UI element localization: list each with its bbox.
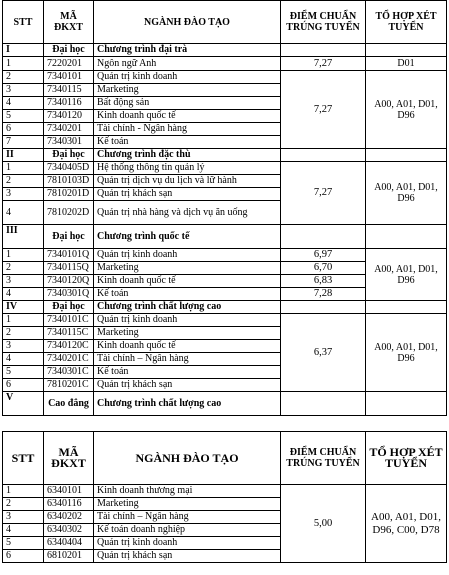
row-ma: 7340101Q [44,249,94,262]
row-tohop: D01 [366,57,447,71]
row-ma: 7340301Q [44,288,94,301]
section-program: Chương trình đại trà [94,44,281,57]
row-ma: 6340202 [44,511,94,524]
header-ma: MÃ ĐKXT [44,432,94,485]
row-stt: 6 [3,379,44,392]
row-nganh: Hệ thống thông tin quản lý [94,162,281,175]
header-ma: MÃ ĐKXT [44,1,94,44]
row-ma: 7340301 [44,136,94,149]
admission-table-university [2,0,447,416]
row-ma: 7340405D [44,162,94,175]
row-ma: 7340120Q [44,275,94,288]
table-row [3,249,447,262]
row-ma: 7810201C [44,379,94,392]
row-stt: 4 [3,353,44,366]
row-ma: 7340115 [44,84,94,97]
row-ma: 6340404 [44,537,94,550]
row-stt: 3 [3,340,44,353]
row-diem: 7,28 [281,288,366,301]
row-nganh: Kinh doanh thương mại [94,485,281,498]
row-stt: 4 [3,524,44,537]
section-level: Đại học [44,149,94,162]
table-row [3,57,447,71]
row-diem: 7,27 [281,57,366,71]
table-row [3,485,447,498]
row-diem: 6,97 [281,249,366,262]
section-row-III [3,225,447,249]
row-ma: 7340120C [44,340,94,353]
table-header-row [3,1,447,44]
row-nganh: Kế toán [94,136,281,149]
row-stt: 2 [3,175,44,188]
row-nganh: Kinh doanh quốc tế [94,340,281,353]
group-diem: 6,37 [281,314,366,392]
row-nganh: Quản trị khách sạn [94,550,281,563]
row-stt: 4 [3,288,44,301]
row-nganh: Quản trị kinh doanh [94,71,281,84]
table-row [3,71,447,84]
section-program: Chương trình đặc thù [94,149,281,162]
row-nganh: Bất động sản [94,97,281,110]
admission-table-college [2,431,447,563]
row-stt: 6 [3,550,44,563]
row-nganh: Marketing [94,327,281,340]
row-nganh: Kinh doanh quốc tế [94,110,281,123]
section-roman: IV [3,301,44,314]
section-program: Chương trình quốc tế [94,225,281,249]
row-stt: 2 [3,71,44,84]
header-nganh: NGÀNH ĐÀO TẠO [94,432,281,485]
row-diem: 6,70 [281,262,366,275]
row-nganh: Tài chính – Ngân hàng [94,353,281,366]
group-diem: 7,27 [281,71,366,149]
row-stt: 4 [3,201,44,225]
row-stt: 2 [3,498,44,511]
section-roman: II [3,149,44,162]
header-diem: ĐIỂM CHUẨN TRÚNG TUYỂN [281,432,366,485]
row-stt: 2 [3,262,44,275]
section-row-IV [3,301,447,314]
row-nganh: Kế toán doanh nghiệp [94,524,281,537]
header-stt: STT [3,432,44,485]
section-row-II [3,149,447,162]
row-nganh: Quản trị kinh doanh [94,314,281,327]
header-diem: ĐIỂM CHUẨN TRÚNG TUYỂN [281,1,366,44]
row-stt: 1 [3,162,44,175]
row-stt: 5 [3,366,44,379]
row-ma: 6340302 [44,524,94,537]
section-level: Đại học [44,225,94,249]
row-nganh: Tài chính - Ngân hàng [94,123,281,136]
section-row-I [3,44,447,57]
row-stt: 2 [3,327,44,340]
row-nganh: Quản trị kinh doanh [94,537,281,550]
row-stt: 1 [3,249,44,262]
row-ma: 7810103D [44,175,94,188]
section-level: Đại học [44,44,94,57]
row-ma: 7340120 [44,110,94,123]
table-header-row [3,432,447,485]
section-row-V [3,392,447,416]
row-ma: 7220201 [44,57,94,71]
group-tohop: A00, A01, D01, D96 [366,71,447,149]
row-stt: 3 [3,84,44,97]
row-ma: 6340101 [44,485,94,498]
row-stt: 3 [3,511,44,524]
row-ma: 7340201 [44,123,94,136]
row-ma: 7340301C [44,366,94,379]
group-tohop: A00, A01, D01, D96 [366,314,447,392]
group-tohop: A00, A01, D01, D96 [366,162,447,225]
row-stt: 4 [3,97,44,110]
row-stt: 3 [3,275,44,288]
row-ma: 7340201C [44,353,94,366]
header-nganh: NGÀNH ĐÀO TẠO [94,1,281,44]
group-diem: 5,00 [281,485,366,563]
table-row [3,162,447,175]
row-stt: 6 [3,123,44,136]
row-nganh: Quản trị nhà hàng và dịch vụ ăn uống [94,201,281,225]
row-stt: 3 [3,188,44,201]
row-nganh: Marketing [94,84,281,97]
table-row [3,314,447,327]
header-stt: STT [3,1,44,44]
row-ma: 6810201 [44,550,94,563]
row-ma: 7340115Q [44,262,94,275]
row-ma: 7810202D [44,201,94,225]
group-tohop: A00, A01, D01, D96 [366,249,447,301]
row-nganh: Quản trị khách sạn [94,379,281,392]
row-stt: 1 [3,314,44,327]
row-nganh: Quản trị kinh doanh [94,249,281,262]
row-ma: 7340115C [44,327,94,340]
row-nganh: Ngôn ngữ Anh [94,57,281,71]
row-nganh: Tài chính – Ngân hàng [94,511,281,524]
section-level: Đại học [44,301,94,314]
row-nganh: Kinh doanh quốc tế [94,275,281,288]
group-tohop: A00, A01, D01, D96, C00, D78 [366,485,447,563]
section-program: Chương trình chất lượng cao [94,392,281,416]
row-nganh: Marketing [94,498,281,511]
section-roman: I [3,44,44,57]
row-nganh: Quản trị dịch vụ du lịch và lữ hành [94,175,281,188]
section-level: Cao đẳng [44,392,94,416]
row-nganh: Marketing [94,262,281,275]
row-stt: 5 [3,537,44,550]
group-diem: 7,27 [281,162,366,225]
row-nganh: Kế toán [94,288,281,301]
row-stt: 1 [3,485,44,498]
row-nganh: Quản trị khách sạn [94,188,281,201]
section-roman: V [3,392,44,416]
header-tohop: TỔ HỢP XÉT TUYỂN [366,432,447,485]
section-roman: III [3,225,44,249]
header-tohop: TỔ HỢP XÉT TUYỂN [366,1,447,44]
row-diem: 6,83 [281,275,366,288]
row-ma: 7340116 [44,97,94,110]
row-ma: 7340101C [44,314,94,327]
row-ma: 7810201D [44,188,94,201]
row-stt: 1 [3,57,44,71]
row-ma: 6340116 [44,498,94,511]
section-program: Chương trình chất lượng cao [94,301,281,314]
row-ma: 7340101 [44,71,94,84]
row-stt: 7 [3,136,44,149]
row-stt: 5 [3,110,44,123]
row-nganh: Kế toán [94,366,281,379]
